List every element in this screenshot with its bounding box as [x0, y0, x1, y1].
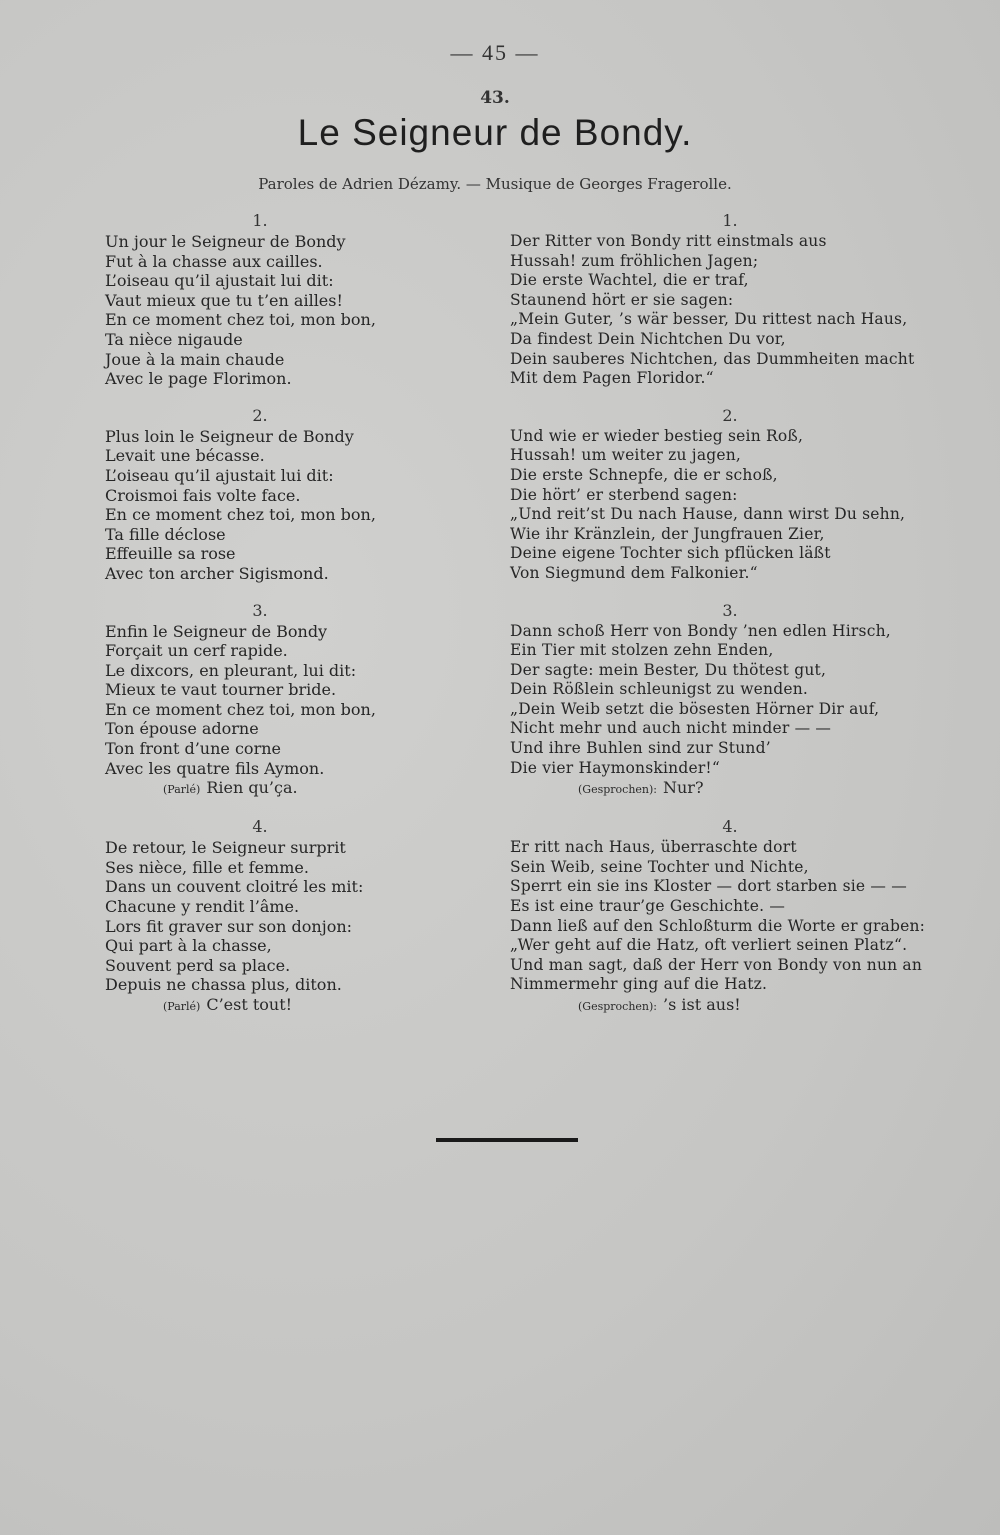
lyric-line: Mit dem Pagen Floridor.“	[510, 369, 714, 388]
lyric-line: En ce moment chez toi, mon bon,	[105, 505, 376, 525]
lyric-line: Die vier Haymonskinder!“	[510, 758, 720, 777]
french-stanza-2	[105, 405, 485, 584]
spoken-text: C’est tout!	[206, 995, 293, 1014]
song-title: Le Seigneur de Bondy.	[297, 112, 693, 153]
lyric-line: Avec ton archer Sigismond.	[105, 563, 329, 583]
lyric-line: Plus loin le Seigneur de Bondy	[105, 426, 354, 446]
lyric-line: Ein Tier mit stolzen zehn Enden,	[510, 641, 774, 660]
lyric-line: Avec le page Florimon.	[105, 369, 292, 389]
stanza-number: 3.	[722, 600, 738, 620]
lyric-line: „Mein Guter, ’s wär besser, Du rittest nach Haus,	[510, 310, 908, 329]
lyric-line: Nicht mehr und auch nicht minder — —	[510, 719, 832, 738]
stanza-number: 1.	[252, 211, 268, 230]
german-stanza-3	[510, 600, 960, 801]
lyric-line: Dann schoß Herr von Bondy ’nen edlen Hirsch,	[510, 621, 891, 640]
lyric-line: Levait une bécasse.	[105, 446, 265, 466]
stanza-number: 2.	[722, 405, 738, 425]
lyric-line: Souvent perd sa place.	[105, 955, 291, 975]
stanza-number: 4.	[252, 817, 268, 837]
lyric-line: Ta fille déclose	[105, 524, 226, 544]
lyric-line: Croismoi fais volte face.	[105, 485, 301, 505]
lyric-line: Es ist eine traur’ge Geschichte. —	[510, 897, 786, 916]
lyric-line: „Dein Weib setzt die bösesten Hörner Dir auf,	[510, 699, 880, 718]
lyric-line: L’oiseau qu’il ajustait lui dit:	[105, 271, 334, 291]
lyric-line: Hussah! um weiter zu jagen,	[510, 446, 742, 465]
lyric-line: Depuis ne chassa plus, diton.	[105, 975, 342, 995]
lyric-line: Und wie er wieder bestieg sein Roß,	[510, 426, 804, 445]
lyric-line: Un jour le Seigneur de Bondy	[105, 232, 346, 251]
lyric-line: En ce moment chez toi, mon bon,	[105, 310, 376, 330]
spoken-text: ’s ist aus!	[663, 995, 741, 1014]
spoken-line	[105, 995, 485, 1017]
lyric-line: Die erste Wachtel, die er traf,	[510, 271, 749, 290]
french-stanza-3	[105, 600, 485, 801]
lyric-line: Die erste Schnepfe, die er schoß,	[510, 465, 778, 484]
lyric-line: Die hört’ er sterbend sagen:	[510, 485, 738, 504]
lyric-line: Ton épouse adorne	[105, 719, 259, 739]
lyric-line: Der Ritter von Bondy ritt einstmals aus	[510, 232, 827, 250]
lyric-line: Le dixcors, en pleurant, lui dit:	[105, 660, 357, 680]
spoken-label: (Parlé)	[163, 1000, 201, 1013]
spoken-line	[510, 995, 960, 1017]
lyric-line: Von Siegmund dem Falkonier.“	[510, 563, 758, 582]
lyric-line: Ta nièce nigaude	[105, 329, 243, 349]
spoken-line	[510, 778, 960, 800]
french-stanza-4	[105, 816, 485, 1017]
lyric-line: Ton front d’une corne	[105, 739, 281, 759]
lyric-line: Deine eigene Tochter sich pflücken läßt	[510, 544, 831, 563]
end-rule	[436, 1138, 578, 1142]
lyric-line: Enfin le Seigneur de Bondy	[105, 621, 328, 641]
lyric-line: Mieux te vaut tourner bride.	[105, 680, 337, 700]
lyric-line: Und ihre Buhlen sind zur Stund’	[510, 739, 771, 758]
lyric-line: Effeuille sa rose	[105, 544, 236, 564]
stanza-number: 4.	[722, 817, 738, 837]
spoken-text: Nur?	[663, 778, 704, 798]
stanza-number: 3.	[252, 600, 268, 620]
lyric-line: Wie ihr Kränzlein, der Jungfrauen Zier,	[510, 524, 825, 543]
lyric-line: Lors fit graver sur son donjon:	[105, 916, 353, 936]
lyric-line: Qui part à la chasse,	[105, 936, 272, 956]
lyric-line: „Und reit’st Du nach Hause, dann wirst Du sehn,	[510, 505, 906, 524]
lyric-line: Da findest Dein Nichtchen Du vor,	[510, 329, 786, 348]
lyric-line: Dein Rößlein schleunigst zu wenden.	[510, 680, 809, 699]
lyric-line: Sein Weib, seine Tochter und Nichte,	[510, 857, 809, 876]
lyric-line: Avec les quatre fils Aymon.	[105, 758, 325, 778]
page-number: — 45 —	[450, 40, 540, 65]
lyric-line: Sperrt ein sie ins Kloster — dort starben sie — —	[510, 877, 907, 896]
lyric-line: Nimmermehr ging auf die Hatz.	[510, 975, 768, 994]
german-stanza-4	[510, 816, 960, 1017]
stanza-number: 1.	[722, 211, 738, 230]
spoken-label: (Gesprochen):	[578, 783, 657, 797]
german-stanza-1	[510, 210, 960, 389]
french-stanza-1	[105, 210, 485, 389]
lyric-line: L’oiseau qu’il ajustait lui dit:	[105, 465, 334, 485]
lyric-line: Forçait un cerf rapide.	[105, 641, 288, 661]
stanza-number: 2.	[252, 405, 268, 425]
lyric-line: Hussah! zum fröhlichen Jagen;	[510, 251, 759, 270]
song-credits: Paroles de Adrien Dézamy. — Musique de Georges Fragerolle.	[258, 175, 732, 193]
french-lyrics-column	[105, 210, 485, 1017]
song-number: 43.	[480, 88, 510, 108]
lyric-line: En ce moment chez toi, mon bon,	[105, 699, 376, 719]
lyric-line: Chacune y rendit l’âme.	[105, 897, 300, 917]
spoken-label: (Gesprochen):	[578, 1000, 657, 1013]
lyric-line: Staunend hört er sie sagen:	[510, 290, 734, 309]
lyric-line: Er ritt nach Haus, überraschte dort	[510, 838, 797, 857]
german-stanza-2	[510, 405, 960, 584]
lyric-line: Und man sagt, daß der Herr von Bondy von nun an	[510, 955, 923, 974]
spoken-line	[105, 778, 485, 800]
lyric-line: Ses nièce, fille et femme.	[105, 857, 309, 877]
lyric-line: Der sagte: mein Bester, Du thötest gut,	[510, 660, 827, 679]
lyric-line: Fut à la chasse aux cailles.	[105, 251, 323, 271]
lyric-line: Joue à la main chaude	[105, 349, 285, 369]
lyric-line: Dann ließ auf den Schloßturm die Worte er graben:	[510, 916, 926, 935]
spoken-text: Rien qu’ça.	[206, 778, 298, 798]
lyric-line: „Wer geht auf die Hatz, oft verliert seinen Platz“.	[510, 936, 908, 955]
lyric-line: Dein sauberes Nichtchen, das Dummheiten macht	[510, 349, 915, 368]
lyric-line: Dans un couvent cloitré les mit:	[105, 877, 364, 897]
spoken-label: (Parlé)	[163, 783, 201, 797]
german-lyrics-column	[510, 210, 960, 1017]
lyric-line: Vaut mieux que tu t’en ailles!	[105, 290, 343, 310]
lyric-line: De retour, le Seigneur surprit	[105, 838, 346, 858]
